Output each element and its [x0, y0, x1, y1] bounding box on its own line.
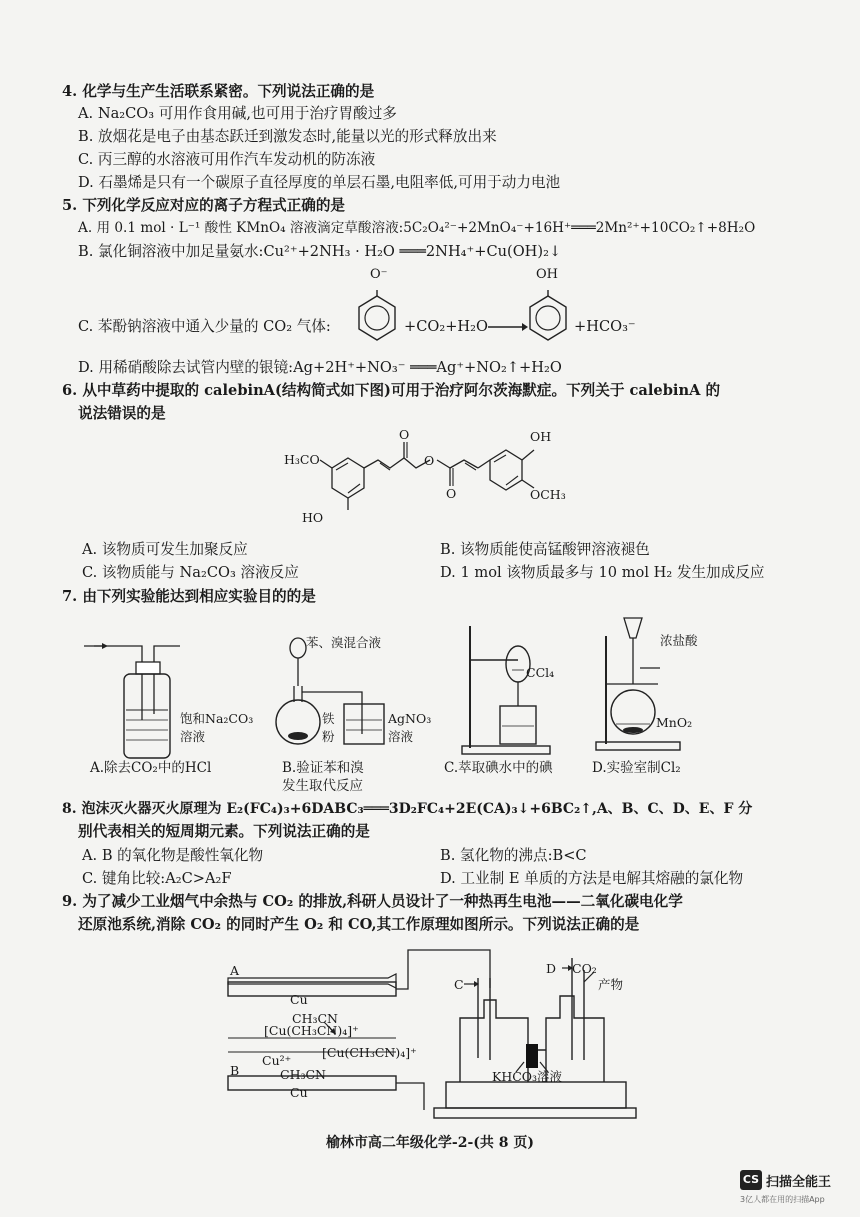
q6-option-a: A. 该物质可发生加聚反应: [82, 541, 248, 558]
electrode-d-label: D: [546, 961, 557, 976]
electrolyte-complex-2: [Cu(CH₃CN)₄]⁺: [322, 1045, 417, 1060]
calebina-ketone-o: O: [399, 427, 410, 442]
electrolyte-complex-1: [Cu(CH₃CN)₄]⁺: [264, 1023, 359, 1038]
apparatus-b-iron-2: 粉: [322, 729, 335, 744]
electrode-b-label: B: [230, 1063, 240, 1078]
apparatus-b-iron-1: 铁: [322, 711, 335, 726]
electrolyte-ch3cn-2: CH₃CN: [280, 1067, 326, 1082]
phenoxide-ring: [355, 290, 399, 348]
q4-option-a: A. Na₂CO₃ 可用作食用碱,也可用于治疗胃酸过多: [78, 105, 397, 122]
q6-option-d: D. 1 mol 该物质最多与 10 mol H₂ 发生加成反应: [440, 564, 765, 581]
q5-option-c-end: +HCO₃⁻: [574, 318, 636, 335]
apparatus-b-agno3-2: 溶液: [388, 729, 414, 744]
electrode-a-label: A: [230, 963, 240, 978]
q8-option-b: B. 氢化物的沸点:B<C: [440, 847, 587, 864]
phenol-ring: [526, 290, 570, 348]
apparatus-c-label: CCl₄: [526, 665, 555, 680]
apparatus-a-label-1: 饱和Na₂CO₃: [180, 711, 254, 726]
phenol-oh-label: OH: [536, 267, 558, 282]
electrolyte-ch3cn-1: CH₃CN: [292, 1011, 338, 1026]
apparatus-d-caption: D.实验室制Cl₂: [592, 760, 681, 776]
page-footer: 榆林市高二年级化学-2-(共 8 页): [325, 1135, 535, 1151]
co2-inlet-label: CO₂: [572, 961, 597, 976]
q4-option-c: C. 丙三醇的水溶液可用作汽车发动机的防冻液: [78, 151, 376, 168]
q4-option-b: B. 放烟花是电子由基态跃迁到激发态时,能量以光的形式释放出来: [78, 128, 497, 145]
calebina-carbonyl-o: O: [446, 486, 457, 501]
apparatus-a-caption: A.除去CO₂中的HCl: [90, 760, 212, 776]
reaction-arrow: [488, 321, 528, 333]
apparatus-a-wash-bottle: [84, 640, 184, 758]
q8-option-d: D. 工业制 E 单质的方法是电解其熔融的氯化物: [440, 870, 744, 887]
apparatus-b-top-label: 苯、溴混合液: [306, 635, 382, 650]
q4-option-d: D. 石墨烯是只有一个碳原子直径厚度的单层石墨,电阻率低,可用于动力电池: [78, 174, 561, 191]
apparatus-c-caption: C.萃取碘水中的碘: [444, 760, 553, 776]
product-outlet-label: 产物: [598, 977, 624, 992]
q8-stem-line1: 8. 泡沫灭火器灭火原理为 E₂(FC₄)₃+6DABC₃═══3D₂FC₄+2E(CA)₃↓+6BC₂↑,A、B、C、D、E、F 分: [62, 801, 753, 817]
q4-stem: 4. 化学与生产生活联系紧密。下列说法正确的是: [62, 83, 375, 100]
electrode-b-cu: Cu: [290, 1085, 308, 1100]
q5-option-a: A. 用 0.1 mol · L⁻¹ 酸性 KMnO₄ 溶液滴定草酸溶液:5C₂O₄²⁻+2MnO₄⁻+16H⁺═══2Mn²⁺+10CO₂↑+8H₂O: [78, 220, 756, 236]
phenoxide-o-label: O⁻: [370, 267, 388, 282]
calebina-structure: [300, 427, 590, 530]
apparatus-b-caption-2: 发生取代反应: [282, 778, 363, 794]
q5-option-c-mid: +CO₂+H₂O: [404, 318, 488, 335]
khco3-solution-label: KHCO₃溶液: [492, 1069, 563, 1084]
scanner-logo-icon: CS: [740, 1170, 762, 1190]
q5-stem: 5. 下列化学反应对应的离子方程式正确的是: [62, 197, 346, 214]
scanner-logo-name: 扫描全能王: [766, 1175, 832, 1190]
apparatus-d-label-mno2: MnO₂: [656, 715, 693, 730]
q8-option-c: C. 键角比较:A₂C>A₂F: [82, 870, 232, 887]
q9-stem-line1: 9. 为了减少工业烟气中余热与 CO₂ 的排放,科研人员设计了一种热再生电池——二氧化碳电化学: [62, 893, 683, 910]
apparatus-b-agno3-1: AgNO₃: [388, 711, 432, 726]
electrolyte-cu2plus: Cu²⁺: [262, 1053, 292, 1068]
apparatus-a-label-2: 溶液: [180, 729, 206, 744]
q7-stem: 7. 由下列实验能达到相应实验目的的是: [62, 588, 316, 605]
q5-option-c-label: C. 苯酚钠溶液中通入少量的 CO₂ 气体:: [78, 318, 331, 335]
calebina-ho: HO: [302, 510, 324, 525]
electrode-a-cu: Cu: [290, 992, 308, 1007]
q8-option-a: A. B 的氧化物是酸性氧化物: [82, 847, 264, 864]
q9-stem-line2: 还原池系统,消除 CO₂ 的同时产生 O₂ 和 CO,其工作原理如图所示。下列说法正确的是: [78, 916, 640, 933]
calebina-ester-o: O: [424, 453, 435, 468]
apparatus-b-flask: [280, 634, 405, 749]
apparatus-b-caption-1: B.验证苯和溴: [282, 760, 364, 776]
electrode-c-label: C: [454, 977, 464, 992]
q5-option-b: B. 氯化铜溶液中加足量氨水:Cu²⁺+2NH₃ · H₂O ═══2NH₄⁺+Cu(OH)₂↓: [78, 243, 562, 260]
apparatus-d-label-hcl: 浓盐酸: [660, 633, 698, 648]
scanner-watermark: [740, 1168, 844, 1208]
q6-stem-line2: 说法错误的是: [78, 405, 166, 422]
q6-option-c: C. 该物质能与 Na₂CO₃ 溶液反应: [82, 564, 299, 581]
q5-option-d: D. 用稀硝酸除去试管内壁的银镜:Ag+2H⁺+NO₃⁻ ═══Ag⁺+NO₂↑+H₂O: [78, 359, 562, 376]
q8-stem-line2: 别代表相关的短周期元素。下列说法正确的是: [78, 823, 370, 840]
scanner-logo-tagline: 3亿人都在用的扫描App: [740, 1195, 825, 1204]
q6-option-b: B. 该物质能使高锰酸钾溶液褪色: [440, 541, 650, 558]
calebina-oh: OH: [530, 429, 552, 444]
q6-stem-line1: 6. 从中草药中提取的 calebinA(结构简式如下图)可用于治疗阿尔茨海默症。下列关于 calebinA 的: [62, 382, 721, 399]
calebina-och3: OCH₃: [530, 487, 566, 502]
apparatus-c-separatory-funnel: [462, 620, 558, 756]
calebina-h3co: H₃CO: [284, 452, 320, 467]
thermal-battery-diagram: [228, 948, 698, 1128]
